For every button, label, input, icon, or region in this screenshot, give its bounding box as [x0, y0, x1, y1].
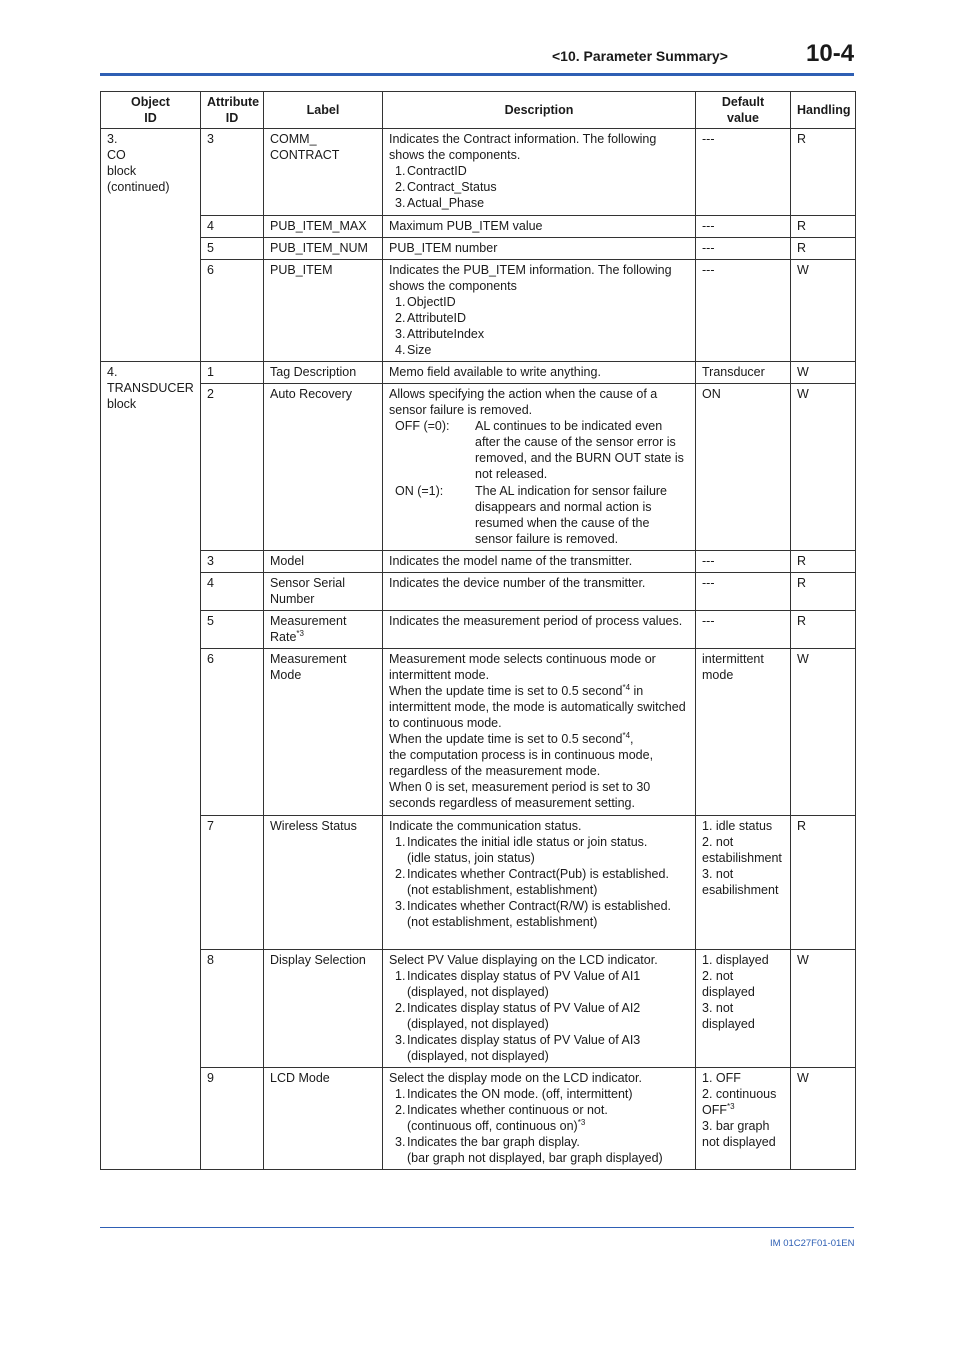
label-cell: Tag Description [264, 362, 383, 384]
col-attribute-id: Attribute ID [201, 92, 264, 129]
footnote-ref: *4 [622, 731, 631, 740]
handling: W [791, 649, 856, 816]
attribute-id: 3 [201, 129, 264, 216]
table-row [101, 573, 856, 611]
object-id-co: 3. CO block (continued) [101, 129, 201, 362]
label-cell: Auto Recovery [264, 384, 383, 551]
default-value: intermittent mode [696, 649, 791, 816]
default-value: --- [696, 260, 791, 362]
page-number: 10-4 [806, 40, 855, 67]
label-cell: Model [264, 551, 383, 573]
description-cell: Maximum PUB_ITEM value [383, 216, 696, 238]
handling: W [791, 260, 856, 362]
description-cell: Indicates the model name of the transmitter. [383, 551, 696, 573]
label-cell: Measurement Rate$^{*3}$ [264, 611, 383, 649]
default-value: --- [696, 573, 791, 611]
handling: R [791, 238, 856, 260]
object-id-transducer: 4. TRANSDUCER block [101, 362, 201, 1170]
handling: R [791, 129, 856, 216]
table-row [101, 238, 856, 260]
default-value: --- [696, 551, 791, 573]
default-value: Transducer [696, 362, 791, 384]
table-row [101, 816, 856, 950]
table-row [101, 260, 856, 362]
table-row [101, 611, 856, 649]
attribute-id: 5 [201, 238, 264, 260]
col-description: Description [383, 92, 696, 129]
description-cell: Indicates the measurement period of process values. [383, 611, 696, 649]
default-value: 1. idle status 2. not estabilishment 3. not esabilishment [696, 816, 791, 950]
attribute-id: 6 [201, 649, 264, 816]
table-row [101, 551, 856, 573]
attribute-id: 9 [201, 1068, 264, 1170]
label-cell: PUB_ITEM [264, 260, 383, 362]
default-value: --- [696, 611, 791, 649]
description-cell: Memo field available to write anything. [383, 362, 696, 384]
description-cell: Indicates the device number of the transmitter. [383, 573, 696, 611]
parameter-table [100, 91, 856, 1170]
handling: W [791, 1068, 856, 1170]
attribute-id: 5 [201, 611, 264, 649]
label-cell: Wireless Status [264, 816, 383, 950]
document-id: IM 01C27F01-01EN [770, 1238, 855, 1249]
label-cell: Sensor Serial Number [264, 573, 383, 611]
default-value: 1. OFF 2. continuous OFF$^{*3}$ 3. bar graph not displayed [696, 1068, 791, 1170]
footnote-ref: *4 [622, 683, 631, 692]
label-cell: LCD Mode [264, 1068, 383, 1170]
label-cell: COMM_ CONTRACT [264, 129, 383, 216]
attribute-id: 8 [201, 950, 264, 1068]
header-rule [100, 73, 854, 76]
footnote-ref: *3 [577, 1118, 586, 1127]
description-cell: Indicate the communication status. 1. Indicates the initial idle status or join status. (idle status, join status) 2. Indicates whether Contract(Pub) is established. (not establishment, establishment) 3. Indicates whether Contract(R/W) is established. (not establishment, establishment) [383, 816, 696, 950]
attribute-id: 3 [201, 551, 264, 573]
attribute-id: 7 [201, 816, 264, 950]
handling: R [791, 551, 856, 573]
default-value: --- [696, 129, 791, 216]
description-cell: Indicates the PUB_ITEM information. The following shows the components 1. ObjectID 2. AttributeID 3. AttributeIndex 4. Size [383, 260, 696, 362]
footnote-ref: *3 [727, 1102, 735, 1111]
label-cell: Measurement Mode [264, 649, 383, 816]
footnote-ref: *3 [296, 629, 304, 638]
handling: W [791, 362, 856, 384]
description-cell: Indicates the Contract information. The following shows the components. 1. ContractID 2. Contract_Status 3. Actual_Phase [383, 129, 696, 216]
table-row [101, 950, 856, 1068]
attribute-id: 2 [201, 384, 264, 551]
section-title: <10. Parameter Summary> [552, 48, 728, 64]
handling: R [791, 573, 856, 611]
description-cell: Select the display mode on the LCD indicator. 1. Indicates the ON mode. (off, intermittent) 2. Indicates whether continuous or not. (continuous off, continuous on)$^{*3}$ 3. Indicates the bar graph display. (bar graph not displayed, bar graph displayed) [383, 1068, 696, 1170]
handling: R [791, 611, 856, 649]
table-row [101, 1068, 856, 1170]
col-handling: Handling [791, 92, 856, 129]
handling: R [791, 216, 856, 238]
table-row [101, 129, 856, 216]
description-cell: Measurement mode selects continuous mode or intermittent mode. When the update time is set to 0.5 second$^{*4}$ in intermittent mode, the mode is automatically switched to continuous mode. When the update time is set to 0.5 second$^{*4}$, the computation process is in continuous mode, regardless of the measurement mode. When 0 is set, measurement period is set to 30 seconds regardless of measurement setting. [383, 649, 696, 816]
default-value: --- [696, 216, 791, 238]
attribute-id: 4 [201, 216, 264, 238]
attribute-id: 4 [201, 573, 264, 611]
attribute-id: 6 [201, 260, 264, 362]
label-cell: PUB_ITEM_MAX [264, 216, 383, 238]
description-cell: Allows specifying the action when the cause of a sensor failure is removed. OFF (=0): AL continues to be indicated even after the cause of the sensor error is removed, and the BURN OUT state is not released. ON (=1): The AL indication for sensor failure disappears and normal action is resumed when the cause of the sensor failure is removed. [383, 384, 696, 551]
attribute-id: 1 [201, 362, 264, 384]
label-cell: PUB_ITEM_NUM [264, 238, 383, 260]
table-row [101, 216, 856, 238]
handling: W [791, 950, 856, 1068]
label-cell: Display Selection [264, 950, 383, 1068]
handling: R [791, 816, 856, 950]
footer-rule [100, 1227, 854, 1228]
table-row [101, 384, 856, 551]
col-object-id: Object ID [101, 92, 201, 129]
default-value: ON [696, 384, 791, 551]
table-header-row [101, 92, 856, 129]
description-cell: Select PV Value displaying on the LCD indicator. 1. Indicates display status of PV Value of AI1 (displayed, not displayed) 2. Indicates display status of PV Value of AI2 (displayed, not displayed) 3. Indicates display status of PV Value of AI3 (displayed, not displayed) [383, 950, 696, 1068]
default-value: 1. displayed 2. not displayed 3. not displayed [696, 950, 791, 1068]
col-default-value: Default value [696, 92, 791, 129]
handling: W [791, 384, 856, 551]
default-value: --- [696, 238, 791, 260]
col-label: Label [264, 92, 383, 129]
description-cell: PUB_ITEM number [383, 238, 696, 260]
table-row [101, 649, 856, 816]
table-row [101, 362, 856, 384]
